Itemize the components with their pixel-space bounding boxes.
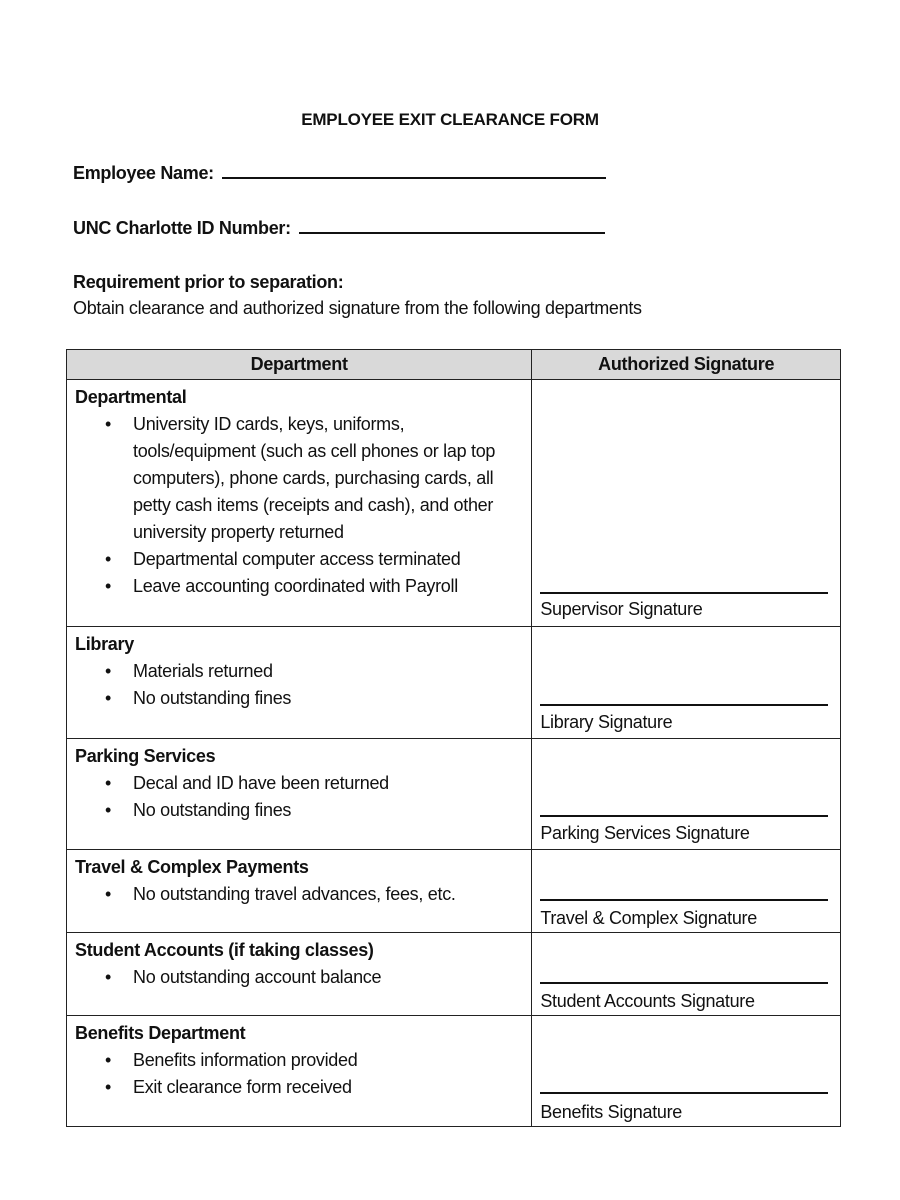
list-item: • Decal and ID have been returned xyxy=(75,770,523,797)
bullet-icon: • xyxy=(105,688,112,708)
signature-cell[interactable] xyxy=(532,739,841,850)
table-row-library xyxy=(67,627,841,739)
list-item: • No outstanding account balance xyxy=(75,964,523,991)
list-item: • Materials returned xyxy=(75,658,523,685)
requirement-heading: Requirement prior to separation: xyxy=(73,272,344,292)
bullet-icon: • xyxy=(105,773,112,793)
signature-line[interactable] xyxy=(540,815,828,817)
bullet-icon: • xyxy=(105,576,112,596)
signature-cell[interactable] xyxy=(532,380,841,627)
department-name: Student Accounts (if taking classes) xyxy=(75,940,374,960)
id-number-field xyxy=(73,218,605,239)
bullet-icon: • xyxy=(105,549,112,569)
signature-line[interactable] xyxy=(540,704,828,706)
list-item: • No outstanding fines xyxy=(75,685,523,712)
signature-label: Travel & Complex Signature xyxy=(540,908,757,928)
list-item: • Leave accounting coordinated with Payroll xyxy=(75,573,523,600)
requirement-list xyxy=(75,411,523,600)
signature-label: Supervisor Signature xyxy=(540,599,703,619)
signature-line[interactable] xyxy=(540,982,828,984)
id-number-input-line[interactable] xyxy=(299,232,605,234)
department-cell xyxy=(67,739,532,850)
signature-label: Parking Services Signature xyxy=(540,823,750,843)
table-header-row xyxy=(67,350,841,380)
signature-cell[interactable] xyxy=(532,627,841,739)
employee-name-input-line[interactable] xyxy=(222,177,606,179)
list-item: • No outstanding travel advances, fees, etc. xyxy=(75,881,523,908)
bullet-icon: • xyxy=(105,884,112,904)
table-row-benefits-department xyxy=(67,1016,841,1127)
department-cell xyxy=(67,627,532,739)
signature-cell[interactable] xyxy=(532,933,841,1016)
department-name: Departmental xyxy=(75,387,187,407)
list-item: • Departmental computer access terminated xyxy=(75,546,523,573)
table-row-student-accounts xyxy=(67,933,841,1016)
requirement-list xyxy=(75,658,523,712)
list-item: • Benefits information provided xyxy=(75,1047,523,1074)
bullet-icon: • xyxy=(105,1050,112,1070)
header-department: Department xyxy=(67,350,532,380)
table-row-travel-complex-payments xyxy=(67,850,841,933)
list-item: • No outstanding fines xyxy=(75,797,523,824)
list-item: • Exit clearance form received xyxy=(75,1074,523,1101)
department-cell xyxy=(67,1016,532,1127)
department-cell xyxy=(67,933,532,1016)
requirement-list xyxy=(75,770,523,824)
requirement-list xyxy=(75,1047,523,1101)
list-item: • University ID cards, keys, uniforms, tools/equipment (such as cell phones or lap top computers), phone cards, purchasing cards, all petty cash items (receipts and cash), and other university property returned xyxy=(75,411,523,546)
department-name: Benefits Department xyxy=(75,1023,246,1043)
table-row-departmental xyxy=(67,380,841,627)
signature-cell[interactable] xyxy=(532,1016,841,1127)
signature-line[interactable] xyxy=(540,1092,828,1094)
signature-line[interactable] xyxy=(540,899,828,901)
employee-name-label: Employee Name: xyxy=(73,163,214,183)
signature-label: Benefits Signature xyxy=(540,1102,683,1122)
employee-name-field xyxy=(73,163,606,184)
bullet-icon: • xyxy=(105,800,112,820)
department-name: Library xyxy=(75,634,134,654)
table-row-parking-services xyxy=(67,739,841,850)
form-title: EMPLOYEE EXIT CLEARANCE FORM xyxy=(301,110,599,129)
signature-cell[interactable] xyxy=(532,850,841,933)
department-name: Parking Services xyxy=(75,746,216,766)
department-name: Travel & Complex Payments xyxy=(75,857,309,877)
bullet-icon: • xyxy=(105,661,112,681)
header-authorized-signature: Authorized Signature xyxy=(532,350,841,380)
bullet-icon: • xyxy=(105,1077,112,1097)
department-cell xyxy=(67,850,532,933)
requirement-list xyxy=(75,964,523,991)
clearance-table xyxy=(66,349,841,1127)
signature-label: Student Accounts Signature xyxy=(540,991,755,1011)
signature-line[interactable] xyxy=(540,592,828,594)
requirement-list xyxy=(75,881,523,908)
requirement-text: Obtain clearance and authorized signature from the following departments xyxy=(73,298,642,318)
department-cell xyxy=(67,380,532,627)
bullet-icon: • xyxy=(105,414,112,434)
signature-label: Library Signature xyxy=(540,712,673,732)
id-number-label: UNC Charlotte ID Number: xyxy=(73,218,291,238)
bullet-icon: • xyxy=(105,967,112,987)
